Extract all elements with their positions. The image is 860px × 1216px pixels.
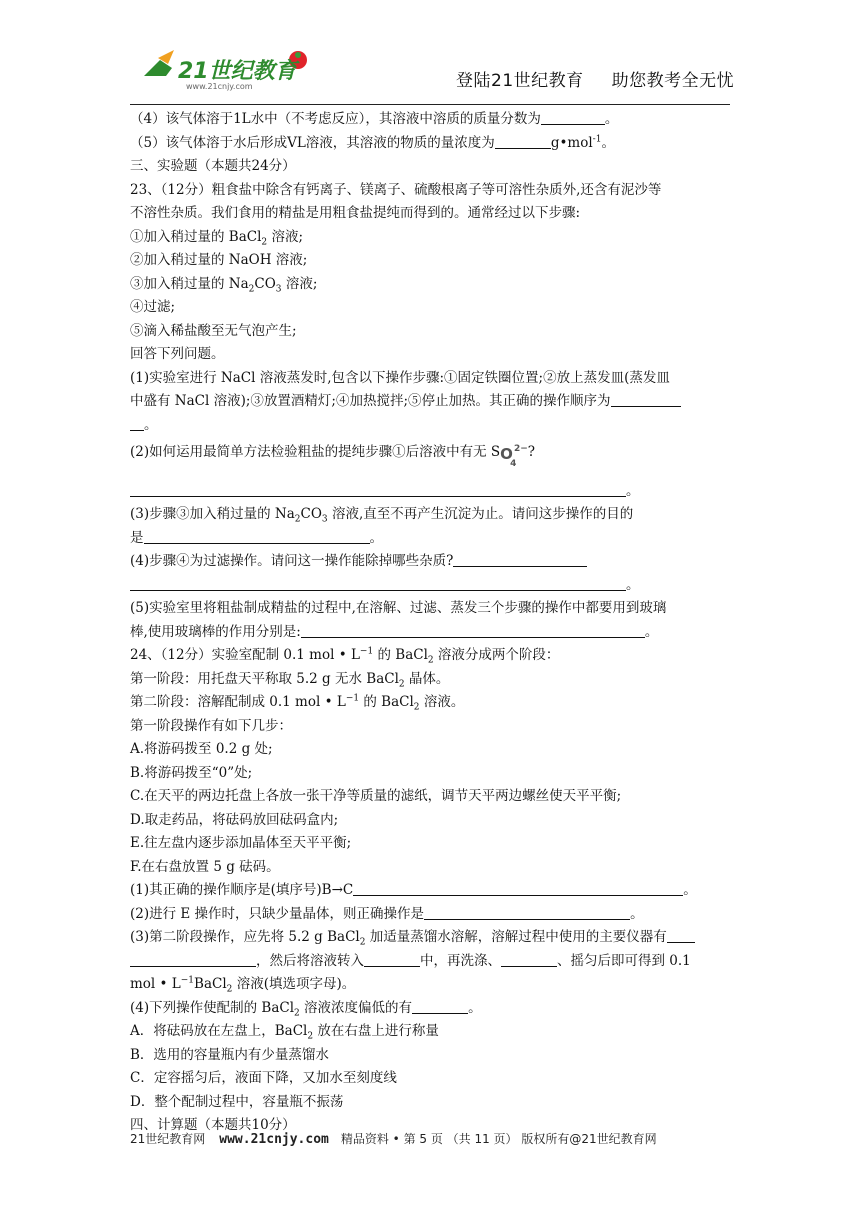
line: 24、（12分）实验室配制 0.1 mol • $L^{-1}$ 的 BaCl$_2$ 溶液分成两个阶段：: [130, 646, 560, 666]
option-line: C．定容摇匀后，液面下降，又加水至刻度线: [130, 1070, 397, 1086]
answer-blank[interactable]: [144, 529, 370, 544]
header-slogan: [456, 66, 734, 91]
page-footer: [130, 1130, 732, 1147]
answer-blank[interactable]: [130, 482, 626, 497]
line: (1)实验室进行 NaCl 溶液蒸发时,包含以下操作步骤:①固定铁圈位置;②放上蒸发皿(蒸发皿: [130, 369, 670, 386]
logo-graphic: [138, 46, 318, 92]
slogan-right: 助您教考全无忧: [611, 71, 735, 91]
line: (4)步骤④为过滤操作。请问这一操作能除掉哪些杂质?: [130, 550, 732, 574]
answer-blank[interactable]: [424, 905, 630, 920]
line: 23、（12分）粗食盐中除含有钙离子、镁离子、硫酸根离子等可溶性杂质外,还含有泥沙等: [130, 181, 662, 198]
slogan-left: 登陆21世纪教育: [456, 71, 584, 91]
option-line: A．将砝码放在左盘上，BaCl$_2$ 放在右盘上进行称量: [130, 1023, 439, 1042]
line: 回答下列问题。: [130, 346, 225, 362]
line: ，然后将溶液转入 中，再洗涤、 、摇匀后即可得到 0.1: [130, 950, 732, 974]
option-line: F.在右盘放置 5 g 砝码。: [130, 858, 280, 875]
answer-blank[interactable]: [412, 999, 468, 1014]
line: 。: [130, 480, 732, 504]
line: 是 。: [130, 529, 383, 546]
line: 第二阶段：溶解配制成 0.1 mol • $L^{-1}$ 的 BaCl$_2$ 溶液。: [130, 693, 465, 713]
line: (2)如何运用最简单方法检验粗盐的提纯步骤①后溶液中有无 $SO^{2-}$ 4 ?: [130, 444, 535, 469]
line: ③加入稍过量的 $Na_2CO_3$ 溶液;: [130, 275, 318, 295]
header-divider: [130, 104, 730, 105]
line: mol • $L^{-1}BaCl_2$ 溶液(填选项字母)。: [130, 975, 356, 995]
answer-blank[interactable]: [353, 881, 683, 896]
line: 棒,使用玻璃棒的作用分别是: 。: [130, 623, 659, 640]
answer-blank[interactable]: [301, 623, 645, 638]
footer-page-info: 精品资料 • 第 5 页 （共 11 页） 版权所有@21世纪教育网: [340, 1132, 657, 1146]
answer-blank[interactable]: [364, 952, 420, 967]
line: 第一阶段操作有如下几步：: [130, 717, 292, 734]
line: 不溶性杂质。我们食用的精盐是用粗食盐提纯而得到的。通常经过以下步骤:: [130, 205, 581, 221]
line: ②加入稍过量的 NaOH 溶液;: [130, 252, 308, 268]
option-line: D．整个配制过程中，容量瓶不振荡: [130, 1093, 344, 1110]
line: (3)第二阶段操作，应先将 5.2 g BaCl$_2$ 加适量蒸馏水溶解，溶解过程中使用的主要仪器有: [130, 926, 732, 950]
logo: [138, 46, 318, 92]
answer-blank[interactable]: [453, 552, 587, 567]
section-heading: 三、实验题（本题共24分）: [130, 158, 296, 174]
line: 第一阶段：用托盘天平称取 5.2 g 无水 BaCl$_2$ 晶体。: [130, 670, 450, 690]
answer-blank[interactable]: [611, 392, 681, 407]
logo-text: 21世纪教育: [178, 59, 297, 84]
sulfate-formula: $O^{2-}$ 4: [500, 444, 528, 469]
answer-blank[interactable]: [130, 416, 144, 431]
section-heading: 四、计算题（本题共10分）: [130, 1117, 296, 1133]
line: ⑤滴入稀盐酸至无气泡产生;: [130, 322, 297, 339]
footer-site: 21世纪教育网: [130, 1132, 206, 1146]
option-line: E.往左盘内逐步添加晶体至天平平衡;: [130, 835, 352, 851]
option-line: A.将游码拨至 0.2 g 处;: [130, 741, 273, 757]
line: (3)步骤③加入稍过量的 $Na_2CO_3$ 溶液,直至不再产生沉淀为止。请问这步操作的目的: [130, 506, 634, 525]
footer-url[interactable]: www.21cnjy.com: [219, 1132, 329, 1147]
answer-blank[interactable]: [501, 952, 557, 967]
option-line: D.取走药品，将砝码放回砝码盒内;: [130, 811, 339, 828]
line: (1)其正确的操作顺序是(填序号)B→C 。: [130, 882, 697, 898]
line: 。: [130, 574, 732, 598]
option-line: B．选用的容量瓶内有少量蒸馏水: [130, 1046, 329, 1063]
line: (2)进行 E 操作时，只缺少量晶体，则正确操作是 。: [130, 905, 644, 922]
line: （5）该气体溶于水后形成VL溶液，其溶液的物质的量浓度为 g•mol$^{-1}$。: [130, 134, 615, 151]
option-line: C.在天平的两边托盘上各放一张干净等质量的滤纸，调节天平两边螺丝使天平平衡;: [130, 788, 622, 804]
line: （4）该气体溶于1L水中（不考虑反应），其溶液中溶质的质量分数为 。: [130, 111, 619, 127]
line: 中盛有 NaCl 溶液);③放置酒精灯;④加热搅拌;⑤停止加热。其正确的操作顺序为: [130, 390, 732, 414]
logo-url: www.21cnjy.com: [186, 82, 253, 91]
line: (5)实验室里将粗盐制成精盐的过程中,在溶解、过滤、蒸发三个步骤的操作中都要用到玻璃: [130, 600, 667, 616]
line: 。: [130, 414, 732, 438]
line: ①加入稍过量的 BaCl$_2$ 溶液;: [130, 228, 303, 248]
answer-blank[interactable]: [541, 110, 605, 125]
answer-blank[interactable]: [667, 928, 695, 943]
line: ④过滤;: [130, 299, 176, 315]
line: (4)下列操作使配制的 BaCl$_2$ 溶液浓度偏低的有 。: [130, 999, 482, 1019]
answer-blank[interactable]: [495, 134, 551, 149]
option-line: B.将游码拨至“0”处;: [130, 764, 253, 781]
answer-blank[interactable]: [130, 952, 256, 967]
page-content: [130, 108, 732, 1138]
answer-blank[interactable]: [130, 576, 626, 591]
